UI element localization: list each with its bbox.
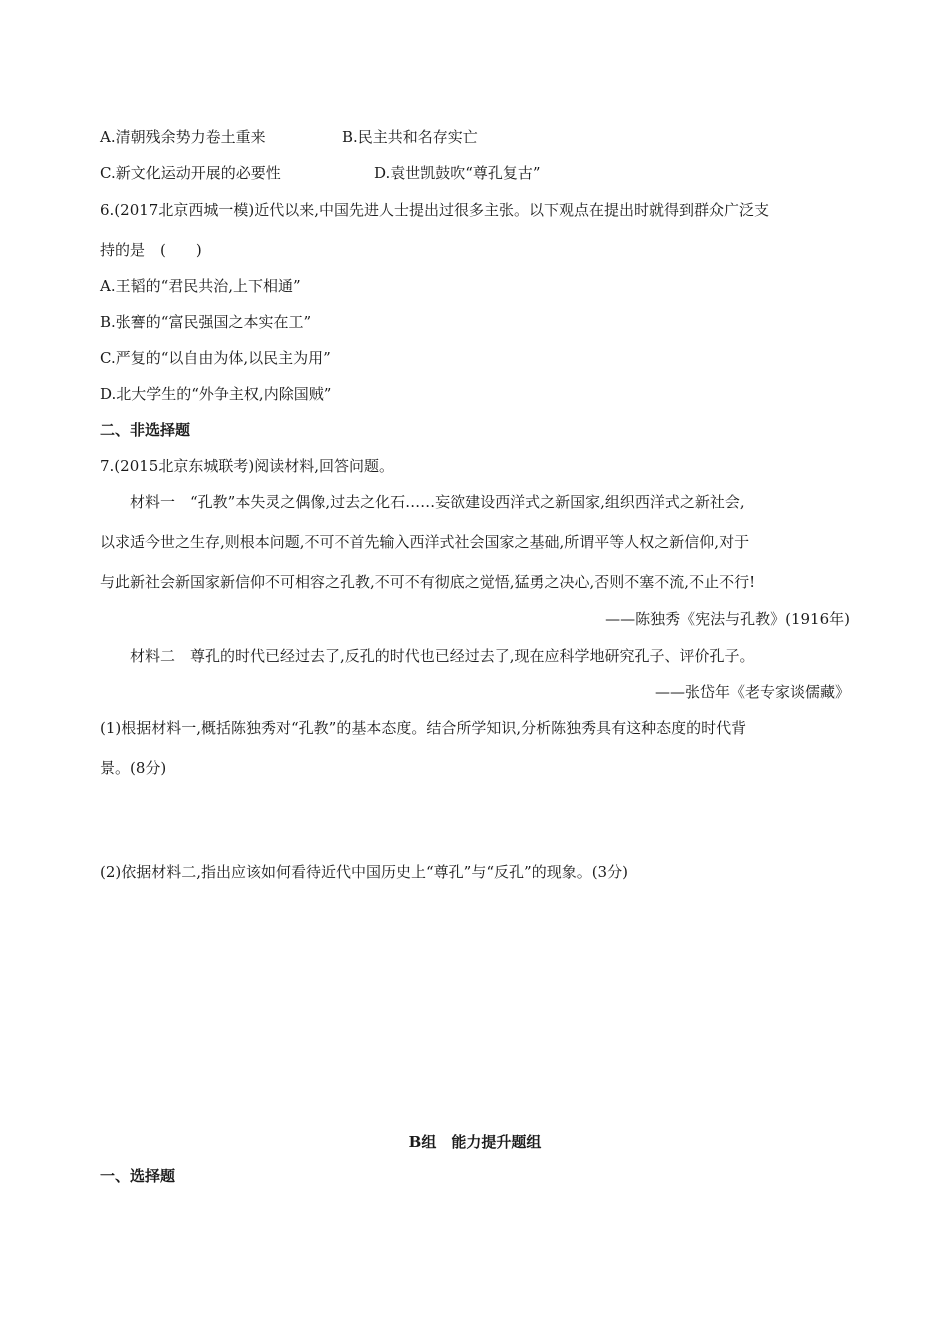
q5-option-b: B.民主共和名存实亡 (342, 128, 478, 146)
q6-option-d: D.北大学生的“外争主权,内除国贼” (100, 385, 332, 403)
q6-option-b: B.张謇的“富民强国之本实在工” (100, 313, 312, 331)
section-heading-choice: 一、选择题 (100, 1167, 176, 1185)
q7-material2-source: ——张岱年《老专家谈儒藏》 (654, 683, 850, 701)
q7-material1-source: ——陈独秀《宪法与孔教》(1916年) (605, 610, 850, 628)
q6-stem-line2: 持的是 ( ) (100, 241, 202, 259)
q6-option-c: C.严复的“以自由为体,以民主为用” (100, 349, 331, 367)
q7-sub1-line1: (1)根据材料一,概括陈独秀对“孔教”的基本态度。结合所学知识,分析陈独秀具有这种态度的时代背 (100, 719, 747, 737)
q5-option-c: C.新文化运动开展的必要性 (100, 164, 281, 182)
q7-stem: 7.(2015北京东城联考)阅读材料,回答问题。 (100, 457, 394, 475)
q7-material1-line1: 材料一 “孔教”本失灵之偶像,过去之化石……妄欲建设西洋式之新国家,组织西洋式之新社会, (130, 493, 745, 511)
q7-material1-line2: 以求适今世之生存,则根本问题,不可不首先输入西洋式社会国家之基础,所谓平等人权之新信仰,对于 (100, 533, 750, 551)
q7-material1-line3: 与此新社会新国家新信仰不可相容之孔教,不可不有彻底之觉悟,猛勇之决心,否则不塞不流,不止不行! (100, 573, 756, 591)
q7-sub1-line2: 景。(8分) (100, 759, 167, 777)
section-heading-non-choice: 二、非选择题 (100, 421, 191, 439)
q5-option-d: D.袁世凯鼓吹“尊孔复古” (374, 164, 541, 182)
group-b-heading: B组 能力提升题组 (408, 1133, 542, 1151)
q7-sub2: (2)依据材料二,指出应该如何看待近代中国历史上“尊孔”与“反孔”的现象。(3分) (100, 863, 628, 881)
q7-material2: 材料二 尊孔的时代已经过去了,反孔的时代也已经过去了,现在应科学地研究孔子、评价孔子。 (130, 647, 755, 665)
q6-stem-line1: 6.(2017北京西城一模)近代以来,中国先进人士提出过很多主张。以下观点在提出时就得到群众广泛支 (100, 201, 769, 219)
q5-option-a: A.清朝残余势力卷土重来 (100, 128, 266, 146)
q6-option-a: A.王韬的“君民共治,上下相通” (100, 277, 301, 295)
